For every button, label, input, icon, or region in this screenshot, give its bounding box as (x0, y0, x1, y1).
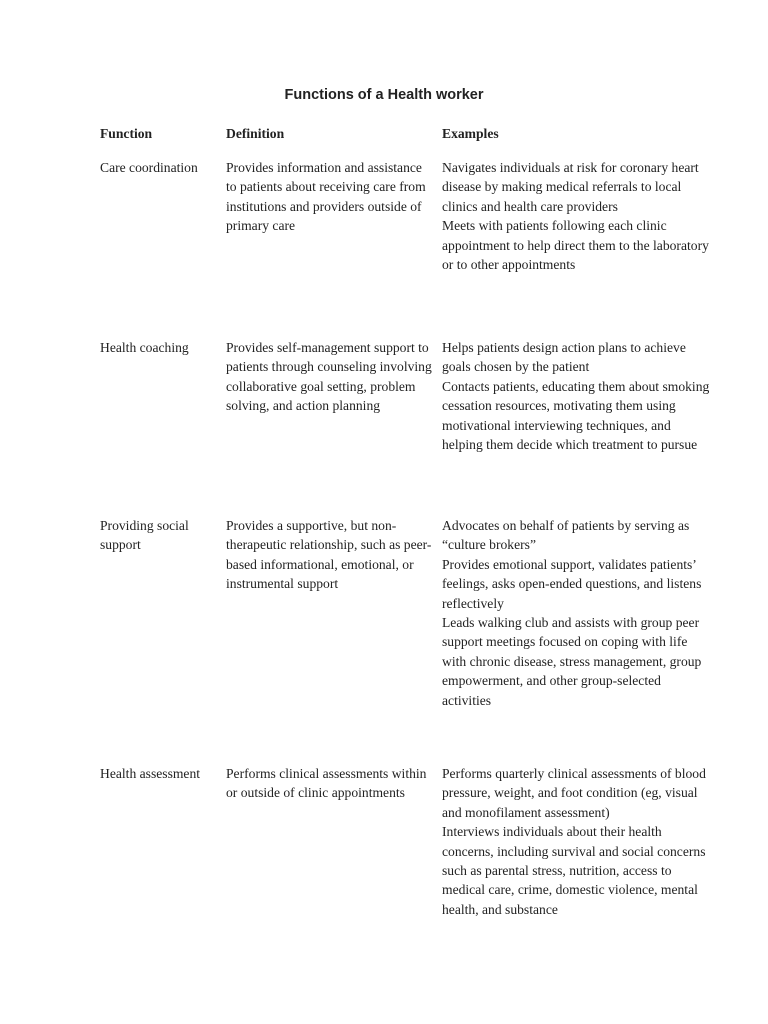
examples-cell (442, 764, 712, 919)
example-item: Meets with patients following each clinic appointment to help direct them to the laboratory or to other appointments (442, 218, 709, 273)
functions-table (100, 124, 720, 944)
example-item: Leads walking club and assists with group peer support meetings focused on coping with life with chronic disease, stress management, group empowerment, and other group-selected activities (442, 615, 702, 708)
document-title: Functions of a Health worker (284, 87, 484, 103)
examples-cell (442, 158, 712, 274)
example-item: Navigates individuals at risk for coronary heart disease by making medical referrals to local clinics and health care providers (442, 160, 699, 214)
definition-cell: Provides a supportive, but non-therapeutic relationship, such as peer-based informational, emotional, or instrumental support (226, 518, 432, 592)
definition-cell: Provides information and assistance to patients about receiving care from institutions and providers outside of primary care (226, 160, 426, 234)
column-header-function: Function (100, 126, 153, 141)
example-item: Interviews individuals about their health concerns, including survival and social concerns such as parental stress, nutrition, access to medical care, crime, domestic violence, mental health, and substance (442, 824, 706, 917)
table-row (100, 158, 720, 338)
table-row (100, 338, 720, 516)
table-row (100, 516, 720, 764)
definition-cell: Performs clinical assessments within or outside of clinic appointments (226, 766, 427, 801)
function-cell: Health assessment (100, 766, 201, 781)
column-header-definition: Definition (226, 126, 285, 141)
example-item: Helps patients design action plans to achieve goals chosen by the patient (442, 340, 686, 375)
example-item: Provides emotional support, validates patients’ feelings, asks open-ended questions, and listens reflectively (442, 556, 702, 611)
column-header-examples: Examples (442, 126, 499, 141)
example-item: Advocates on behalf of patients by serving as “culture brokers” (442, 518, 690, 553)
examples-cell (442, 516, 712, 710)
table-header-row (100, 124, 720, 158)
definition-cell: Provides self-management support to patients through counseling involving collaborative goal setting, problem solving, and action planning (226, 340, 432, 414)
function-cell: Care coordination (100, 160, 198, 175)
example-item: Performs quarterly clinical assessments of blood pressure, weight, and foot condition (eg, visual and monofilament assessment) (442, 766, 706, 820)
table-row (100, 764, 720, 944)
function-cell: Health coaching (100, 340, 189, 355)
function-cell: Providing social support (100, 518, 189, 553)
examples-cell (442, 338, 712, 454)
example-item: Contacts patients, educating them about smoking cessation resources, motivating them using motivational interviewing techniques, and helping them decide which treatment to pursue (442, 378, 710, 453)
